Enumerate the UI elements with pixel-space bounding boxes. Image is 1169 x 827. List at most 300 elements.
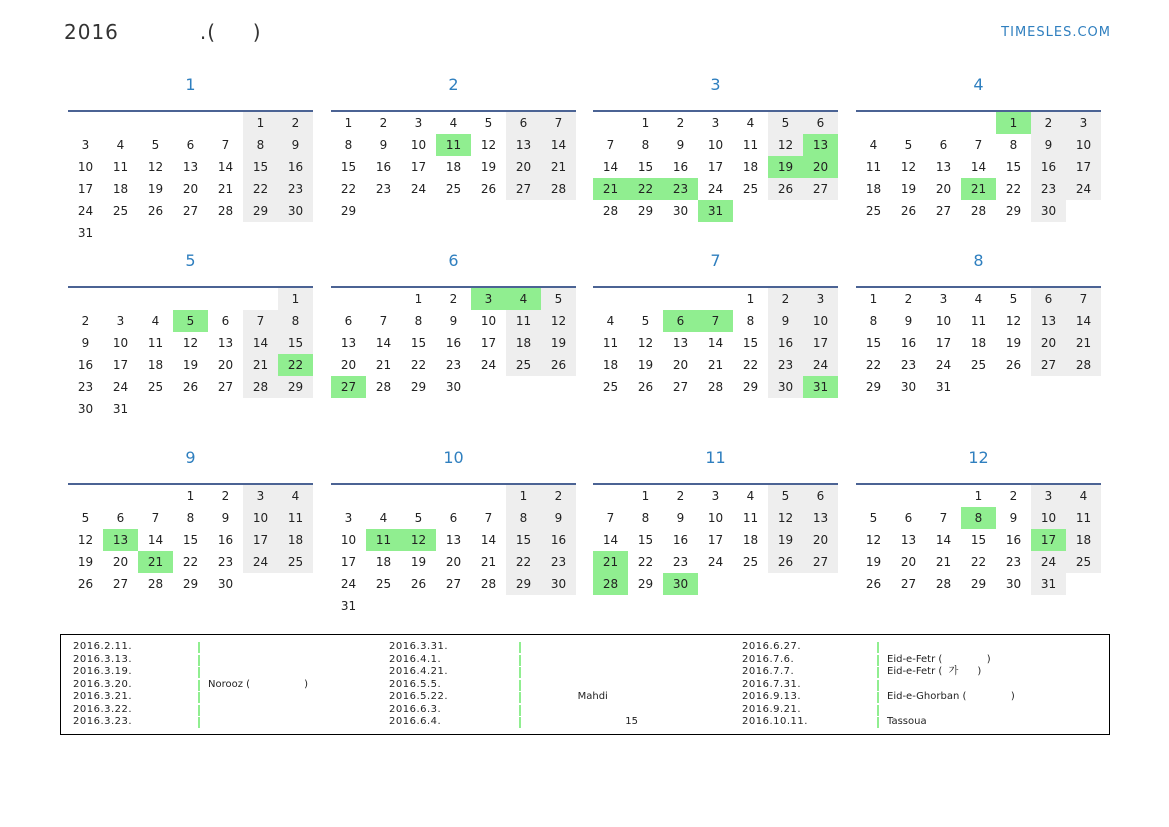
day-cell: 17 bbox=[112, 358, 129, 372]
month-grid bbox=[856, 485, 1101, 595]
month-3 bbox=[593, 75, 838, 222]
holiday-row bbox=[389, 641, 689, 654]
day-cell: 21 bbox=[541, 156, 576, 178]
month-name: 7 bbox=[710, 251, 721, 270]
day-cell: 7 bbox=[484, 511, 493, 525]
day-cell: 23 bbox=[672, 555, 689, 569]
day-cell: 16 bbox=[1031, 156, 1066, 178]
day-cell: 1 bbox=[869, 292, 878, 306]
holiday-marker bbox=[877, 667, 879, 678]
day-cell: 2 bbox=[904, 292, 913, 306]
empty-cell bbox=[961, 112, 996, 134]
day-cell: 29 bbox=[340, 204, 357, 218]
empty-cell bbox=[366, 288, 401, 310]
day-cell: 21 bbox=[593, 551, 628, 573]
day-cell: 21 bbox=[375, 358, 392, 372]
empty-cell bbox=[138, 288, 173, 310]
holiday-date: 2016.3.31. bbox=[389, 641, 449, 652]
day-cell: 31 bbox=[698, 200, 733, 222]
day-cell: 24 bbox=[77, 204, 94, 218]
day-cell: 16 bbox=[541, 529, 576, 551]
day-cell: 28 bbox=[217, 204, 234, 218]
holiday-name: Eid-e-Fetr ( 가 ) bbox=[887, 666, 982, 677]
day-cell: 22 bbox=[1005, 182, 1022, 196]
day-cell: 15 bbox=[243, 156, 278, 178]
month-grid bbox=[68, 485, 313, 595]
day-cell: 4 bbox=[379, 511, 388, 525]
day-cell: 20 bbox=[900, 555, 917, 569]
empty-cell bbox=[856, 485, 891, 507]
day-cell: 2 bbox=[278, 112, 313, 134]
day-cell: 29 bbox=[410, 380, 427, 394]
month-name: 5 bbox=[185, 251, 196, 270]
day-cell: 5 bbox=[768, 485, 803, 507]
day-cell: 20 bbox=[803, 529, 838, 551]
day-cell: 19 bbox=[768, 529, 803, 551]
day-cell: 8 bbox=[186, 511, 195, 525]
day-cell: 15 bbox=[865, 336, 882, 350]
day-cell: 16 bbox=[217, 533, 234, 547]
day-cell: 6 bbox=[939, 138, 948, 152]
day-cell: 29 bbox=[865, 380, 882, 394]
day-cell: 23 bbox=[768, 354, 803, 376]
day-cell: 23 bbox=[663, 178, 698, 200]
day-cell: 28 bbox=[147, 577, 164, 591]
day-cell: 30 bbox=[278, 200, 313, 222]
day-cell: 24 bbox=[803, 354, 838, 376]
day-cell: 17 bbox=[803, 332, 838, 354]
holiday-marker bbox=[519, 705, 521, 716]
day-cell: 3 bbox=[243, 485, 278, 507]
day-cell: 19 bbox=[900, 182, 917, 196]
day-cell: 28 bbox=[480, 577, 497, 591]
month-grid bbox=[331, 288, 576, 398]
day-cell: 24 bbox=[1031, 551, 1066, 573]
day-cell: 22 bbox=[182, 555, 199, 569]
day-cell: 31 bbox=[77, 226, 94, 240]
site-name[interactable]: TIMESLES.COM bbox=[1001, 25, 1111, 40]
day-cell: 13 bbox=[182, 160, 199, 174]
day-cell: 24 bbox=[480, 358, 497, 372]
day-cell: 8 bbox=[641, 511, 650, 525]
day-cell: 3 bbox=[81, 138, 90, 152]
day-cell: 3 bbox=[1031, 485, 1066, 507]
day-cell: 4 bbox=[746, 489, 755, 503]
day-cell: 10 bbox=[480, 314, 497, 328]
day-cell: 3 bbox=[344, 511, 353, 525]
day-cell: 11 bbox=[366, 529, 401, 551]
day-cell: 10 bbox=[707, 138, 724, 152]
empty-cell bbox=[436, 485, 471, 507]
day-cell: 20 bbox=[112, 555, 129, 569]
day-cell: 27 bbox=[506, 178, 541, 200]
day-cell: 1 bbox=[641, 489, 650, 503]
day-cell: 27 bbox=[672, 380, 689, 394]
holiday-row bbox=[73, 666, 373, 679]
day-cell: 25 bbox=[970, 358, 987, 372]
day-cell: 9 bbox=[1031, 134, 1066, 156]
holiday-column bbox=[73, 641, 373, 729]
day-cell: 13 bbox=[445, 533, 462, 547]
day-cell: 29 bbox=[506, 573, 541, 595]
day-cell: 4 bbox=[116, 138, 125, 152]
day-cell: 21 bbox=[1066, 332, 1101, 354]
day-cell: 26 bbox=[865, 577, 882, 591]
day-cell: 25 bbox=[278, 551, 313, 573]
day-cell: 19 bbox=[77, 555, 94, 569]
empty-cell bbox=[103, 485, 138, 507]
day-cell: 26 bbox=[77, 577, 94, 591]
day-cell: 14 bbox=[375, 336, 392, 350]
day-cell: 19 bbox=[541, 332, 576, 354]
day-cell: 6 bbox=[1031, 288, 1066, 310]
day-cell: 27 bbox=[935, 204, 952, 218]
day-cell: 20 bbox=[506, 156, 541, 178]
day-cell: 25 bbox=[147, 380, 164, 394]
day-cell: 26 bbox=[147, 204, 164, 218]
day-cell: 8 bbox=[278, 310, 313, 332]
day-cell: 30 bbox=[768, 376, 803, 398]
month-grid bbox=[68, 288, 313, 420]
day-cell: 5 bbox=[173, 310, 208, 332]
day-cell: 23 bbox=[445, 358, 462, 372]
holiday-marker bbox=[877, 642, 879, 653]
empty-cell bbox=[243, 288, 278, 310]
day-cell: 3 bbox=[939, 292, 948, 306]
day-cell: 10 bbox=[1066, 134, 1101, 156]
holiday-row bbox=[389, 691, 689, 704]
day-cell: 13 bbox=[340, 336, 357, 350]
day-cell: 9 bbox=[81, 336, 90, 350]
day-cell: 14 bbox=[541, 134, 576, 156]
holiday-date: 2016.2.11. bbox=[73, 641, 133, 652]
day-cell: 2 bbox=[379, 116, 388, 130]
month-2 bbox=[331, 75, 576, 222]
empty-cell bbox=[663, 288, 698, 310]
day-cell: 18 bbox=[375, 555, 392, 569]
month-name: 8 bbox=[973, 251, 984, 270]
day-cell: 22 bbox=[865, 358, 882, 372]
day-cell: 21 bbox=[480, 555, 497, 569]
day-cell: 11 bbox=[865, 160, 882, 174]
empty-cell bbox=[68, 288, 103, 310]
day-cell: 23 bbox=[278, 178, 313, 200]
empty-cell bbox=[471, 485, 506, 507]
day-cell: 30 bbox=[77, 402, 94, 416]
day-cell: 4 bbox=[606, 314, 615, 328]
day-cell: 27 bbox=[900, 577, 917, 591]
day-cell: 5 bbox=[484, 116, 493, 130]
day-cell: 12 bbox=[768, 134, 803, 156]
holiday-row bbox=[742, 691, 1042, 704]
day-cell: 9 bbox=[221, 511, 230, 525]
holiday-marker bbox=[198, 705, 200, 716]
day-cell: 20 bbox=[1031, 332, 1066, 354]
day-cell: 6 bbox=[803, 112, 838, 134]
day-cell: 24 bbox=[1066, 178, 1101, 200]
day-cell: 10 bbox=[410, 138, 427, 152]
day-cell: 13 bbox=[935, 160, 952, 174]
day-cell: 23 bbox=[1031, 178, 1066, 200]
day-cell: 16 bbox=[1005, 533, 1022, 547]
holiday-list bbox=[60, 634, 1110, 735]
day-cell: 22 bbox=[506, 551, 541, 573]
empty-cell bbox=[891, 485, 926, 507]
day-cell: 23 bbox=[375, 182, 392, 196]
day-cell: 30 bbox=[217, 577, 234, 591]
day-cell: 17 bbox=[935, 336, 952, 350]
holiday-row bbox=[389, 679, 689, 692]
month-8 bbox=[856, 251, 1101, 398]
day-cell: 11 bbox=[1066, 507, 1101, 529]
holiday-row bbox=[73, 641, 373, 654]
day-cell: 12 bbox=[1005, 314, 1022, 328]
day-cell: 4 bbox=[506, 288, 541, 310]
empty-cell bbox=[173, 288, 208, 310]
holiday-row bbox=[389, 716, 689, 729]
day-cell: 30 bbox=[445, 380, 462, 394]
holiday-marker bbox=[198, 717, 200, 728]
holiday-date: 2016.7.7. bbox=[742, 666, 795, 677]
empty-cell bbox=[208, 112, 243, 134]
month-12 bbox=[856, 448, 1101, 595]
day-cell: 3 bbox=[471, 288, 506, 310]
day-cell: 24 bbox=[707, 182, 724, 196]
day-cell: 9 bbox=[676, 511, 685, 525]
empty-cell bbox=[103, 288, 138, 310]
day-cell: 4 bbox=[278, 485, 313, 507]
day-cell: 16 bbox=[768, 332, 803, 354]
holiday-row bbox=[742, 641, 1042, 654]
day-cell: 1 bbox=[974, 489, 983, 503]
day-cell: 11 bbox=[602, 336, 619, 350]
day-cell: 3 bbox=[711, 489, 720, 503]
holiday-marker bbox=[198, 655, 200, 666]
day-cell: 24 bbox=[707, 555, 724, 569]
holiday-date: 2016.3.19. bbox=[73, 666, 133, 677]
day-cell: 14 bbox=[970, 160, 987, 174]
page-title: 2016 .( ) bbox=[64, 20, 262, 44]
empty-cell bbox=[698, 288, 733, 310]
day-cell: 13 bbox=[803, 507, 838, 529]
day-cell: 1 bbox=[414, 292, 423, 306]
day-cell: 7 bbox=[379, 314, 388, 328]
month-name: 3 bbox=[710, 75, 721, 94]
holiday-name: Eid-e-Fetr ( ) bbox=[887, 653, 991, 665]
day-cell: 12 bbox=[401, 529, 436, 551]
holiday-row bbox=[742, 654, 1042, 667]
holiday-row bbox=[73, 679, 373, 692]
day-cell: 8 bbox=[243, 134, 278, 156]
holiday-marker bbox=[877, 705, 879, 716]
day-cell: 21 bbox=[243, 354, 278, 376]
day-cell: 25 bbox=[445, 182, 462, 196]
holiday-date: 2016.3.23. bbox=[73, 716, 133, 727]
day-cell: 2 bbox=[449, 292, 458, 306]
day-cell: 21 bbox=[707, 358, 724, 372]
day-cell: 22 bbox=[278, 354, 313, 376]
day-cell: 15 bbox=[340, 160, 357, 174]
day-cell: 22 bbox=[742, 358, 759, 372]
day-cell: 12 bbox=[768, 507, 803, 529]
day-cell: 22 bbox=[970, 555, 987, 569]
day-cell: 24 bbox=[410, 182, 427, 196]
holiday-date: 2016.9.21. bbox=[742, 703, 802, 715]
day-cell: 15 bbox=[506, 529, 541, 551]
day-cell: 17 bbox=[707, 533, 724, 547]
day-cell: 14 bbox=[1066, 310, 1101, 332]
month-name: 9 bbox=[185, 448, 196, 467]
month-11 bbox=[593, 448, 838, 595]
holiday-row bbox=[742, 704, 1042, 717]
day-cell: 29 bbox=[637, 204, 654, 218]
day-cell: 6 bbox=[904, 511, 913, 525]
holiday-row bbox=[742, 679, 1042, 692]
holiday-marker bbox=[877, 717, 879, 728]
day-cell: 9 bbox=[449, 314, 458, 328]
day-cell: 23 bbox=[541, 551, 576, 573]
day-cell: 13 bbox=[672, 336, 689, 350]
month-name: 12 bbox=[968, 448, 989, 467]
holiday-date: 2016.3.21. bbox=[73, 691, 133, 702]
day-cell: 27 bbox=[217, 380, 234, 394]
day-cell: 18 bbox=[742, 160, 759, 174]
month-grid bbox=[856, 288, 1101, 398]
holiday-name: Tassoua bbox=[887, 716, 927, 727]
day-cell: 16 bbox=[278, 156, 313, 178]
day-cell: 1 bbox=[506, 485, 541, 507]
day-cell: 1 bbox=[641, 116, 650, 130]
day-cell: 4 bbox=[1066, 485, 1101, 507]
day-cell: 1 bbox=[344, 116, 353, 130]
empty-cell bbox=[926, 485, 961, 507]
holiday-row bbox=[73, 654, 373, 667]
day-cell: 17 bbox=[480, 336, 497, 350]
day-cell: 7 bbox=[974, 138, 983, 152]
day-cell: 6 bbox=[803, 485, 838, 507]
holiday-row bbox=[73, 716, 373, 729]
day-cell: 19 bbox=[637, 358, 654, 372]
holiday-date: 2016.7.31. bbox=[742, 678, 802, 690]
day-cell: 11 bbox=[742, 511, 759, 525]
day-cell: 26 bbox=[1005, 358, 1022, 372]
day-cell: 25 bbox=[1066, 551, 1101, 573]
day-cell: 15 bbox=[410, 336, 427, 350]
empty-cell bbox=[891, 112, 926, 134]
day-cell: 4 bbox=[974, 292, 983, 306]
day-cell: 2 bbox=[541, 485, 576, 507]
day-cell: 25 bbox=[602, 380, 619, 394]
day-cell: 26 bbox=[768, 178, 803, 200]
empty-cell bbox=[138, 112, 173, 134]
day-cell: 21 bbox=[138, 551, 173, 573]
day-cell: 31 bbox=[340, 599, 357, 613]
day-cell: 15 bbox=[1005, 160, 1022, 174]
month-grid bbox=[331, 485, 576, 617]
month-name: 11 bbox=[705, 448, 726, 467]
empty-cell bbox=[593, 288, 628, 310]
empty-cell bbox=[926, 112, 961, 134]
day-cell: 20 bbox=[182, 182, 199, 196]
month-4 bbox=[856, 75, 1101, 222]
day-cell: 2 bbox=[676, 116, 685, 130]
day-cell: 26 bbox=[410, 577, 427, 591]
day-cell: 18 bbox=[970, 336, 987, 350]
day-cell: 8 bbox=[961, 507, 996, 529]
day-cell: 20 bbox=[935, 182, 952, 196]
day-cell: 20 bbox=[445, 555, 462, 569]
day-cell: 19 bbox=[182, 358, 199, 372]
day-cell: 14 bbox=[707, 336, 724, 350]
holiday-date: 2016.9.13. bbox=[742, 691, 802, 702]
day-cell: 22 bbox=[637, 555, 654, 569]
day-cell: 20 bbox=[672, 358, 689, 372]
day-cell: 12 bbox=[147, 160, 164, 174]
holiday-column bbox=[742, 641, 1042, 729]
day-cell: 28 bbox=[935, 577, 952, 591]
day-cell: 29 bbox=[182, 577, 199, 591]
day-cell: 3 bbox=[116, 314, 125, 328]
holiday-date: 2016.7.6. bbox=[742, 653, 795, 665]
day-cell: 10 bbox=[935, 314, 952, 328]
day-cell: 7 bbox=[151, 511, 160, 525]
empty-cell bbox=[173, 112, 208, 134]
day-cell: 10 bbox=[803, 310, 838, 332]
month-grid bbox=[593, 485, 838, 595]
empty-cell bbox=[68, 112, 103, 134]
day-cell: 5 bbox=[904, 138, 913, 152]
day-cell: 3 bbox=[803, 288, 838, 310]
day-cell: 28 bbox=[375, 380, 392, 394]
holiday-marker bbox=[519, 655, 521, 666]
day-cell: 27 bbox=[182, 204, 199, 218]
day-cell: 14 bbox=[602, 160, 619, 174]
day-cell: 19 bbox=[1005, 336, 1022, 350]
day-cell: 2 bbox=[1009, 489, 1018, 503]
day-cell: 15 bbox=[182, 533, 199, 547]
holiday-date: 2016.3.22. bbox=[73, 703, 133, 715]
day-cell: 10 bbox=[1031, 507, 1066, 529]
month-5 bbox=[68, 251, 313, 420]
day-cell: 22 bbox=[243, 178, 278, 200]
holiday-marker bbox=[198, 680, 200, 691]
day-cell: 26 bbox=[182, 380, 199, 394]
day-cell: 7 bbox=[243, 310, 278, 332]
holiday-date: 2016.4.21. bbox=[389, 666, 449, 677]
day-cell: 12 bbox=[637, 336, 654, 350]
day-cell: 7 bbox=[541, 112, 576, 134]
day-cell: 27 bbox=[803, 551, 838, 573]
day-cell: 27 bbox=[445, 577, 462, 591]
day-cell: 8 bbox=[641, 138, 650, 152]
day-cell: 26 bbox=[480, 182, 497, 196]
day-cell: 23 bbox=[217, 555, 234, 569]
day-cell: 25 bbox=[506, 354, 541, 376]
empty-cell bbox=[331, 485, 366, 507]
day-cell: 13 bbox=[103, 529, 138, 551]
holiday-marker bbox=[198, 642, 200, 653]
day-cell: 1 bbox=[186, 489, 195, 503]
day-cell: 14 bbox=[480, 533, 497, 547]
day-cell: 14 bbox=[602, 533, 619, 547]
day-cell: 28 bbox=[970, 204, 987, 218]
holiday-marker bbox=[877, 692, 879, 703]
empty-cell bbox=[593, 112, 628, 134]
day-cell: 3 bbox=[1066, 112, 1101, 134]
day-cell: 19 bbox=[865, 555, 882, 569]
holiday-date: 2016.3.13. bbox=[73, 653, 133, 665]
day-cell: 6 bbox=[449, 511, 458, 525]
